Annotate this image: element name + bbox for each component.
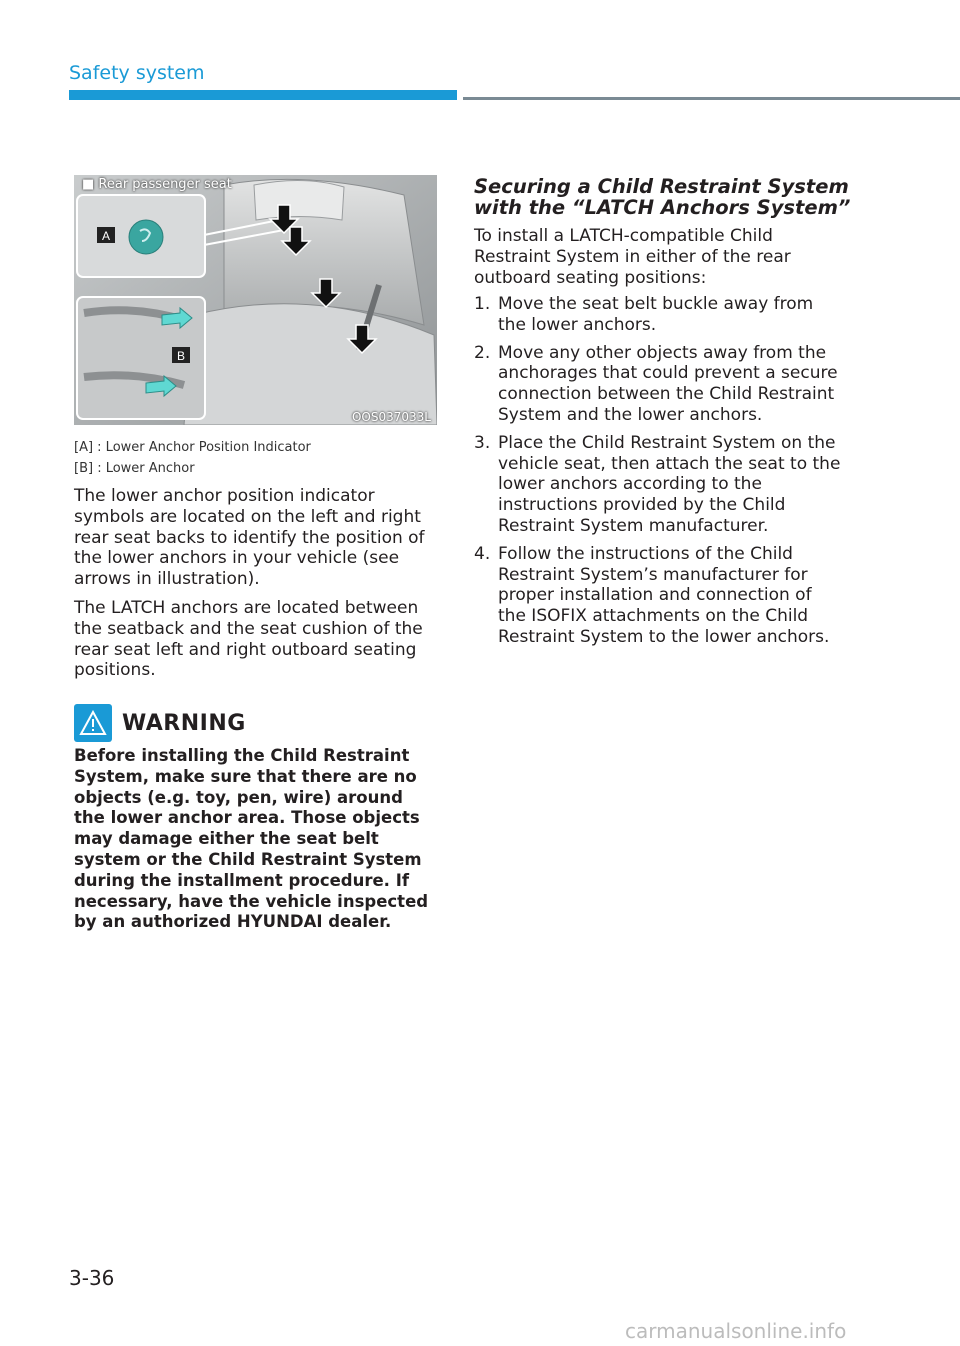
paragraph-indicator-symbols: The lower anchor position indicator symbols are located on the left and right rear seat backs to identify the position of the lower anchors in your vehicle (see arrows in illustration). — [74, 486, 425, 590]
page-number: 3-36 — [69, 1266, 115, 1290]
seat-drawing — [74, 175, 437, 425]
warning-triangle-icon — [74, 704, 112, 742]
step-text: Place the Child Restraint System on the vehicle seat, then attach the seat to the lower anchors according to the instructions provided by the Child Restraint System manufacturer. — [498, 432, 841, 536]
installation-steps — [474, 294, 844, 655]
section-heading-latch: Securing a Child Restraint System with the “LATCH Anchors System” — [474, 175, 851, 219]
step-number: 2. — [474, 342, 491, 363]
step-item — [474, 343, 844, 426]
caption-b: [B] : Lower Anchor — [74, 461, 195, 476]
header-gray-rule — [463, 97, 960, 100]
step-text: Move any other objects away from the anchorages that could prevent a secure connection between the Child Restraint System and the lower anchors. — [498, 342, 838, 425]
caption-a: [A] : Lower Anchor Position Indicator — [74, 440, 311, 455]
step-item — [474, 294, 844, 336]
figure-code: OOS037033L — [351, 410, 431, 424]
step-number: 4. — [474, 543, 491, 564]
step-text: Move the seat belt buckle away from the lower anchors. — [498, 294, 814, 335]
step-text: Follow the instructions of the Child Restraint System’s manufacturer for proper installation and connection of the ISOFIX attachments on the Child Restraint System to the lower anchors. — [498, 543, 830, 647]
step-item — [474, 544, 844, 648]
step-item — [474, 433, 844, 537]
figure-label: ■ Rear passenger seat — [82, 177, 232, 192]
section-intro: To install a LATCH-compatible Child Restraint System in either of the rear outboard seating positions: — [474, 226, 791, 288]
step-number: 1. — [474, 294, 491, 314]
page-section-title: Safety system — [69, 62, 205, 84]
warning-title: WARNING — [122, 710, 246, 736]
watermark-text: carmanualsonline.info — [625, 1319, 847, 1343]
paragraph-latch-location: The LATCH anchors are located between the seatback and the seat cushion of the rear seat left and right outboard seating positions. — [74, 598, 423, 681]
header-accent-rule — [69, 90, 457, 100]
lower-anchor-indicator-symbol — [129, 220, 163, 254]
warning-header — [74, 703, 246, 743]
rear-seat-illustration — [74, 175, 437, 425]
warning-body: Before installing the Child Restraint System, make sure that there are no objects (e.g. toy, pen, wire) around the lower anchor area. Those objects may damage either the seat belt system or the Child Restraint System during the installment procedure. If necessary, have the vehicle inspected by an authorized HYUNDAI dealer. — [74, 746, 429, 932]
figure-captions — [74, 437, 311, 479]
marker-a-text: A — [101, 229, 111, 243]
step-number: 3. — [474, 432, 491, 453]
seat-cushion — [184, 304, 437, 425]
marker-b-text: B — [176, 349, 186, 363]
headrest — [254, 180, 344, 220]
